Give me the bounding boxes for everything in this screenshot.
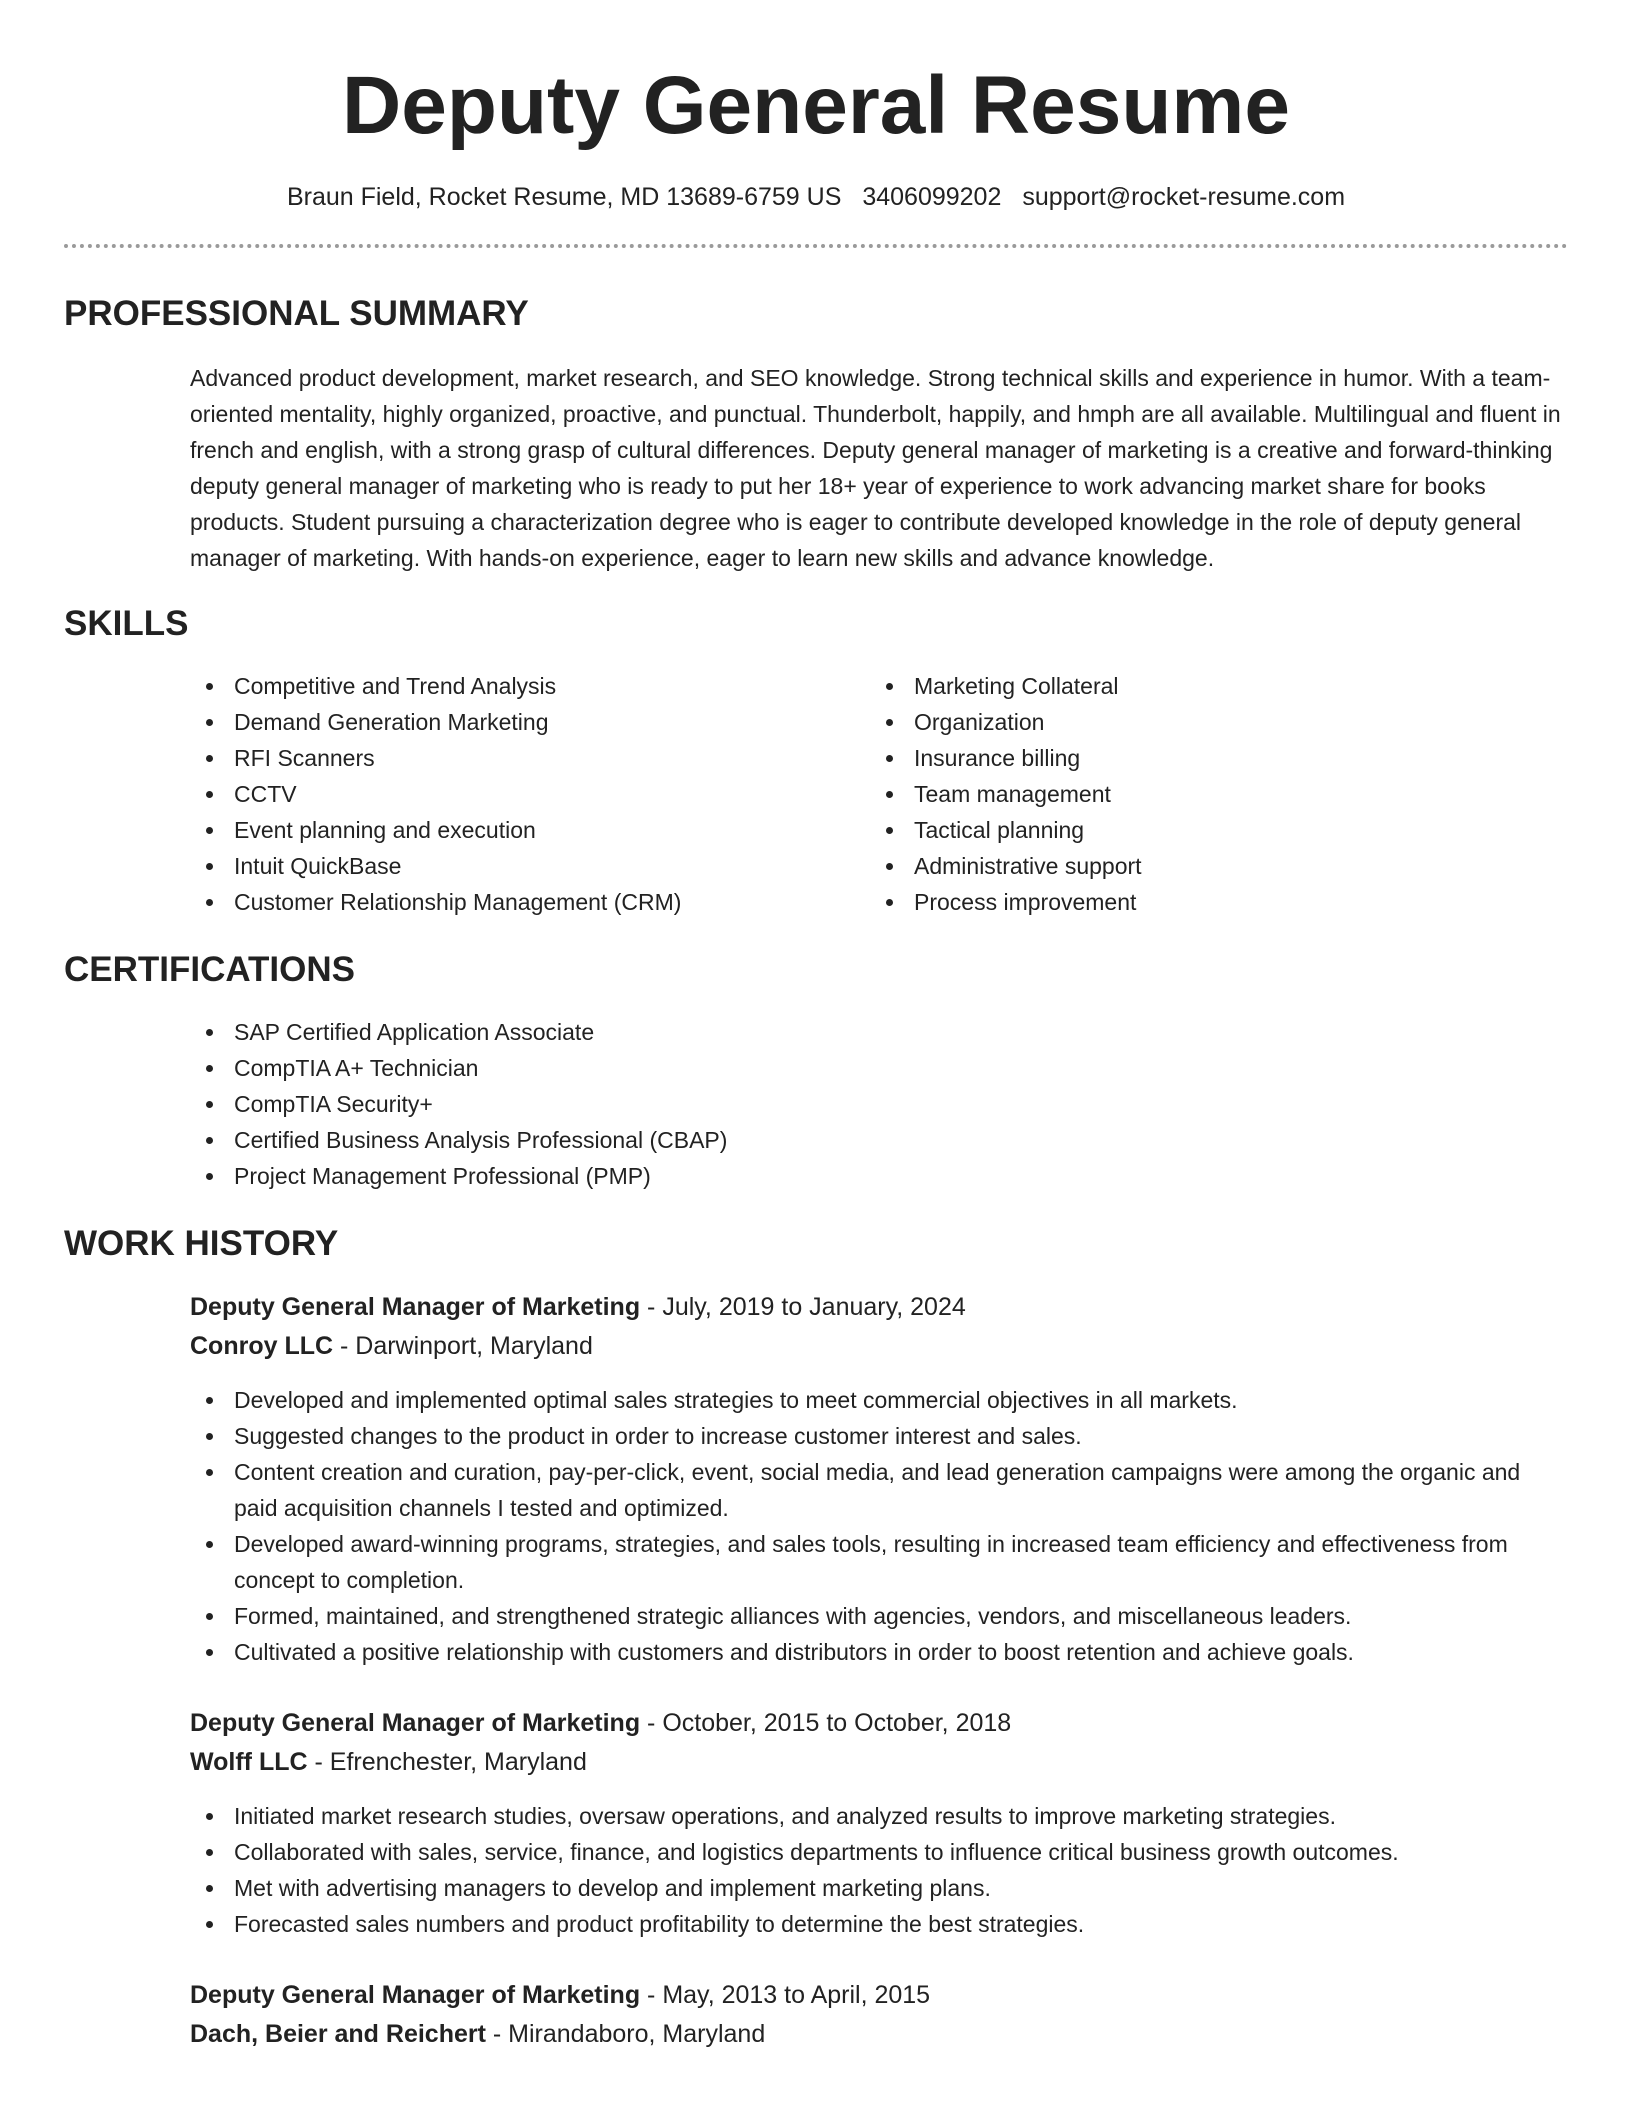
job-bullet: Content creation and curation, pay-per-click, event, social media, and lead generation campaigns were among the organic and paid acquisition channels I tested and optimized.	[190, 1454, 1568, 1526]
job-title: Deputy General Manager of Marketing	[190, 1293, 641, 1321]
job-bullets	[190, 1798, 1568, 1942]
job-bullet: Collaborated with sales, service, finance, and logistics departments to influence critical business growth outcomes.	[190, 1834, 1568, 1870]
skill-item: Tactical planning	[870, 812, 1550, 848]
skills-heading: SKILLS	[64, 604, 189, 643]
job-company-line	[190, 1743, 1568, 1782]
skill-item: Team management	[870, 776, 1550, 812]
certifications-heading: CERTIFICATIONS	[64, 950, 356, 989]
skill-item: Event planning and execution	[190, 812, 870, 848]
job-company: Conroy LLC	[190, 1332, 334, 1360]
skill-item: Insurance billing	[870, 740, 1550, 776]
certification-item: SAP Certified Application Associate	[190, 1014, 1568, 1050]
job-bullet: Formed, maintained, and strengthened strategic alliances with agencies, vendors, and miscellaneous leaders.	[190, 1598, 1568, 1634]
skill-item: RFI Scanners	[190, 740, 870, 776]
certifications-section	[64, 948, 1568, 1194]
job-dates: - July, 2019 to January, 2024	[640, 1293, 966, 1321]
job-title: Deputy General Manager of Marketing	[190, 1981, 641, 2009]
skills-section	[64, 602, 1568, 920]
job-title: Deputy General Manager of Marketing	[190, 1709, 641, 1737]
job-bullet: Met with advertising managers to develop and implement marketing plans.	[190, 1870, 1568, 1906]
skill-item: Competitive and Trend Analysis	[190, 668, 870, 704]
resume-page	[64, 58, 1568, 2054]
job-bullet: Cultivated a positive relationship with customers and distributors in order to boost retention and achieve goals.	[190, 1634, 1568, 1670]
job-title-line	[190, 1704, 1568, 1743]
summary-text: Advanced product development, market research, and SEO knowledge. Strong technical skills and experience in humor. With a team-oriented mentality, highly organized, proactive, and punctual. Thunderbolt, happily, and hmph are all available. Multilingual and fluent in french and english, with a strong grasp of cultural differences. Deputy general manager of marketing is a creative and forward-thinking deputy general manager of marketing who is ready to put her 18+ year of experience to work advancing market share for books products. Student pursuing a characterization degree who is eager to contribute developed knowledge in the role of deputy general manager of marketing. With hands-on experience, eager to learn new skills and advance knowledge.	[190, 365, 1561, 571]
job-dates: - May, 2013 to April, 2015	[640, 1981, 931, 2009]
contact-phone: 3406099202	[862, 183, 1002, 211]
skill-item: Process improvement	[870, 884, 1550, 920]
skill-item: Marketing Collateral	[870, 668, 1550, 704]
certification-item: CompTIA Security+	[190, 1086, 1568, 1122]
job-title-line	[190, 1976, 1568, 2015]
certification-item: CompTIA A+ Technician	[190, 1050, 1568, 1086]
job-entry	[190, 1288, 1568, 1670]
job-location: - Mirandaboro, Maryland	[485, 2020, 766, 2048]
professional-summary-section	[64, 292, 1568, 576]
certification-item: Project Management Professional (PMP)	[190, 1158, 1568, 1194]
job-entry	[190, 1704, 1568, 1942]
certifications-list	[190, 1014, 1568, 1194]
summary-heading: PROFESSIONAL SUMMARY	[64, 294, 529, 333]
job-company-line	[190, 2015, 1568, 2054]
skill-item: Intuit QuickBase	[190, 848, 870, 884]
skills-list-right	[870, 668, 1550, 920]
work-history-section	[64, 1222, 1568, 2054]
job-bullets	[190, 1382, 1568, 1670]
job-bullet: Developed award-winning programs, strategies, and sales tools, resulting in increased team efficiency and effectiveness from concept to completion.	[190, 1526, 1568, 1598]
job-entry	[190, 1976, 1568, 2054]
work-history-heading: WORK HISTORY	[64, 1224, 339, 1263]
contact-address: Braun Field, Rocket Resume, MD 13689-6759 US	[286, 183, 842, 211]
job-company: Dach, Beier and Reichert	[190, 2020, 486, 2048]
job-title-line	[190, 1288, 1568, 1327]
job-company: Wolff LLC	[190, 1748, 308, 1776]
job-location: - Darwinport, Maryland	[333, 1332, 593, 1360]
certification-item: Certified Business Analysis Professional (CBAP)	[190, 1122, 1568, 1158]
skill-item: Administrative support	[870, 848, 1550, 884]
job-location: - Efrenchester, Maryland	[307, 1748, 587, 1776]
job-company-line	[190, 1327, 1568, 1366]
contact-line	[64, 180, 1568, 214]
header-divider	[64, 244, 1568, 248]
skills-columns	[190, 668, 1568, 920]
skill-item: Customer Relationship Management (CRM)	[190, 884, 870, 920]
job-bullet: Suggested changes to the product in order to increase customer interest and sales.	[190, 1418, 1568, 1454]
skills-list-left	[190, 668, 870, 920]
contact-email: support@rocket-resume.com	[1022, 183, 1346, 211]
skill-item: Organization	[870, 704, 1550, 740]
job-bullet: Developed and implemented optimal sales strategies to meet commercial objectives in all markets.	[190, 1382, 1568, 1418]
job-bullet: Forecasted sales numbers and product profitability to determine the best strategies.	[190, 1906, 1568, 1942]
skill-item: Demand Generation Marketing	[190, 704, 870, 740]
job-dates: - October, 2015 to October, 2018	[640, 1709, 1012, 1737]
resume-title: Deputy General Resume	[342, 60, 1290, 151]
skill-item: CCTV	[190, 776, 870, 812]
job-bullet: Initiated market research studies, oversaw operations, and analyzed results to improve marketing strategies.	[190, 1798, 1568, 1834]
